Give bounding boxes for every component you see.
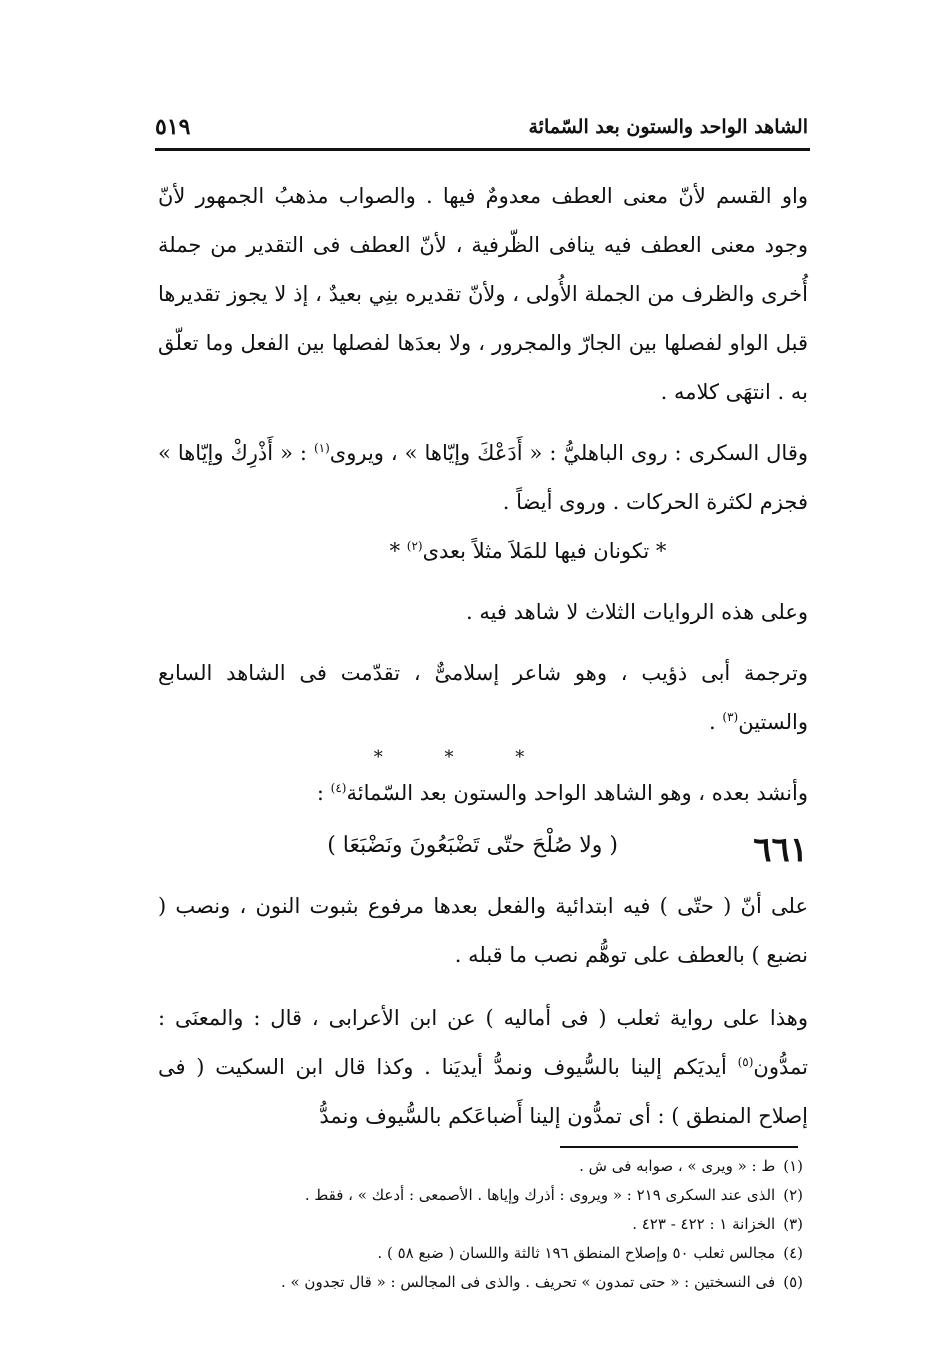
footnotes xyxy=(158,1152,803,1297)
footnote-marker-5: (٥) xyxy=(737,1055,754,1069)
verse-line xyxy=(158,527,808,576)
paragraph-analysis: على أنّ ( حتّى ) فيه ابتدائية والفعل بعدها مرفوع بثبوت النون ، ونصب ( نضبع ) بالعطف على توهُّم نصب ما قبله . xyxy=(158,894,808,967)
footnote-1 xyxy=(158,1152,803,1181)
footnote-text: ط : « ويرى » ، صوابه فى ش . xyxy=(579,1157,776,1175)
footnote-rule xyxy=(560,1146,798,1148)
paragraph-thalab xyxy=(158,994,808,1141)
text-span: : « أَذْرِكْ وإيّاها » فجزم لكثرة الحركات . وروى أيضاً . xyxy=(158,441,808,514)
footnote-text: فى النسختين : « حتى تمدون » تحريف . والذى فى المجالس : « قال تجدون » . xyxy=(280,1273,776,1291)
verse-text: * تكونان فيها للمَلاَ مثلاً بعدى xyxy=(422,539,667,563)
footnote-marker-1: (١) xyxy=(313,441,330,455)
witness-verse-text: ( ولا صُلْحَ حتّى تَضْبَعُونَ ونَضْبَعَا ) xyxy=(327,833,618,858)
footnote-marker-4: (٤) xyxy=(330,781,347,795)
footnote-number: (٢) xyxy=(783,1186,803,1204)
witness-number: ٦٦١ xyxy=(753,830,808,870)
footnote-text: مجالس ثعلب ٥٠ وإصلاح المنطق ١٩٦ ثالثة واللسان ( ضبع ٥٨ ) . xyxy=(377,1244,776,1262)
main-text xyxy=(158,172,808,1141)
paragraph-sukkari xyxy=(158,429,808,527)
footnote-text: الخزانة ١ : ٤٢٢ - ٤٢٣ . xyxy=(632,1215,776,1233)
paragraph-recited: وأنشد بعده ، وهو الشاهد الواحد والستون بعد السّمائة$^{(٤)}$ : xyxy=(316,781,808,805)
paragraph-no-witness: وعلى هذه الروايات الثلاث لا شاهد فيه . xyxy=(465,600,808,624)
text-span: وهذا على رواية ثعلب ( فى أماليه ) عن ابن الأعرابى ، قال : والمعنَى : تمدُّون xyxy=(158,1006,808,1079)
footnote-number: (١) xyxy=(783,1157,803,1175)
header-rule xyxy=(155,148,810,151)
footnote-4 xyxy=(158,1239,803,1268)
footnote-number: (٥) xyxy=(783,1273,803,1291)
running-title: الشاهد الواحد والستون بعد السّمائة xyxy=(528,116,808,138)
footnote-number: (٣) xyxy=(783,1215,803,1233)
section-separator: * * * xyxy=(373,747,553,768)
paragraph-biography: وترجمة أبى ذؤيب ، وهو شاعر إسلامىٌّ ، تقدّمت فى الشاهد السابع والستين$^{(٣)}$ . xyxy=(158,661,808,734)
text-span: وترجمة أبى ذؤيب ، وهو شاعر إسلامىٌّ ، تقدّمت فى الشاهد السابع والستين xyxy=(158,661,808,734)
text-span: وأنشد بعده ، وهو الشاهد الواحد والستون بعد السّمائة xyxy=(346,781,808,805)
witness-verse xyxy=(158,818,808,882)
footnote-3 xyxy=(158,1210,803,1239)
page-number: ٥١٩ xyxy=(155,114,191,140)
text-span: أيديَكم إلينا بالسُّيوف ونمدُّ أيديَنا . وكذا قال ابن السكيت ( فى إصلاح المنطق ) : أى تمدُّون إلينا أَضباعَكم بالسُّيوف ونمدُّ xyxy=(158,1055,808,1128)
text-span: وقال السكرى : روى الباهليُّ : « أَدَعْكَ وإيّاها » ، ويروى xyxy=(329,441,809,465)
footnote-number: (٤) xyxy=(783,1244,803,1262)
footnote-5 xyxy=(158,1268,803,1297)
verse-end-asterisk: * xyxy=(389,539,401,563)
footnote-marker-3: (٣) xyxy=(722,710,739,724)
page-header xyxy=(155,112,808,142)
paragraph-commentary: واو القسم لأنّ معنى العطف معدومٌ فيها . والصواب مذهبُ الجمهور لأنّ وجود معنى العطف فيه ينافى الظّرفية ، لأنّ العطف فى التقدير من جملة أُخرى والظرف من الجملة الأُولى ، ولأنّ تقديره بنِي بعيدٌ ، إذ لا يجوز تقديرها قبل الواو لفصلها بين الجارّ والمجرور ، ولا بعدَها لفصلها بين الفعل وما تعلّق به . انتهَى كلامه . xyxy=(158,184,808,404)
footnote-marker-2: (٢) xyxy=(406,539,423,553)
footnote-text: الذى عند السكرى ٢١٩ : « ويروى : أذرك وإياها . الأصمعى : أدعك » ، فقط . xyxy=(304,1186,776,1204)
footnote-2 xyxy=(158,1181,803,1210)
